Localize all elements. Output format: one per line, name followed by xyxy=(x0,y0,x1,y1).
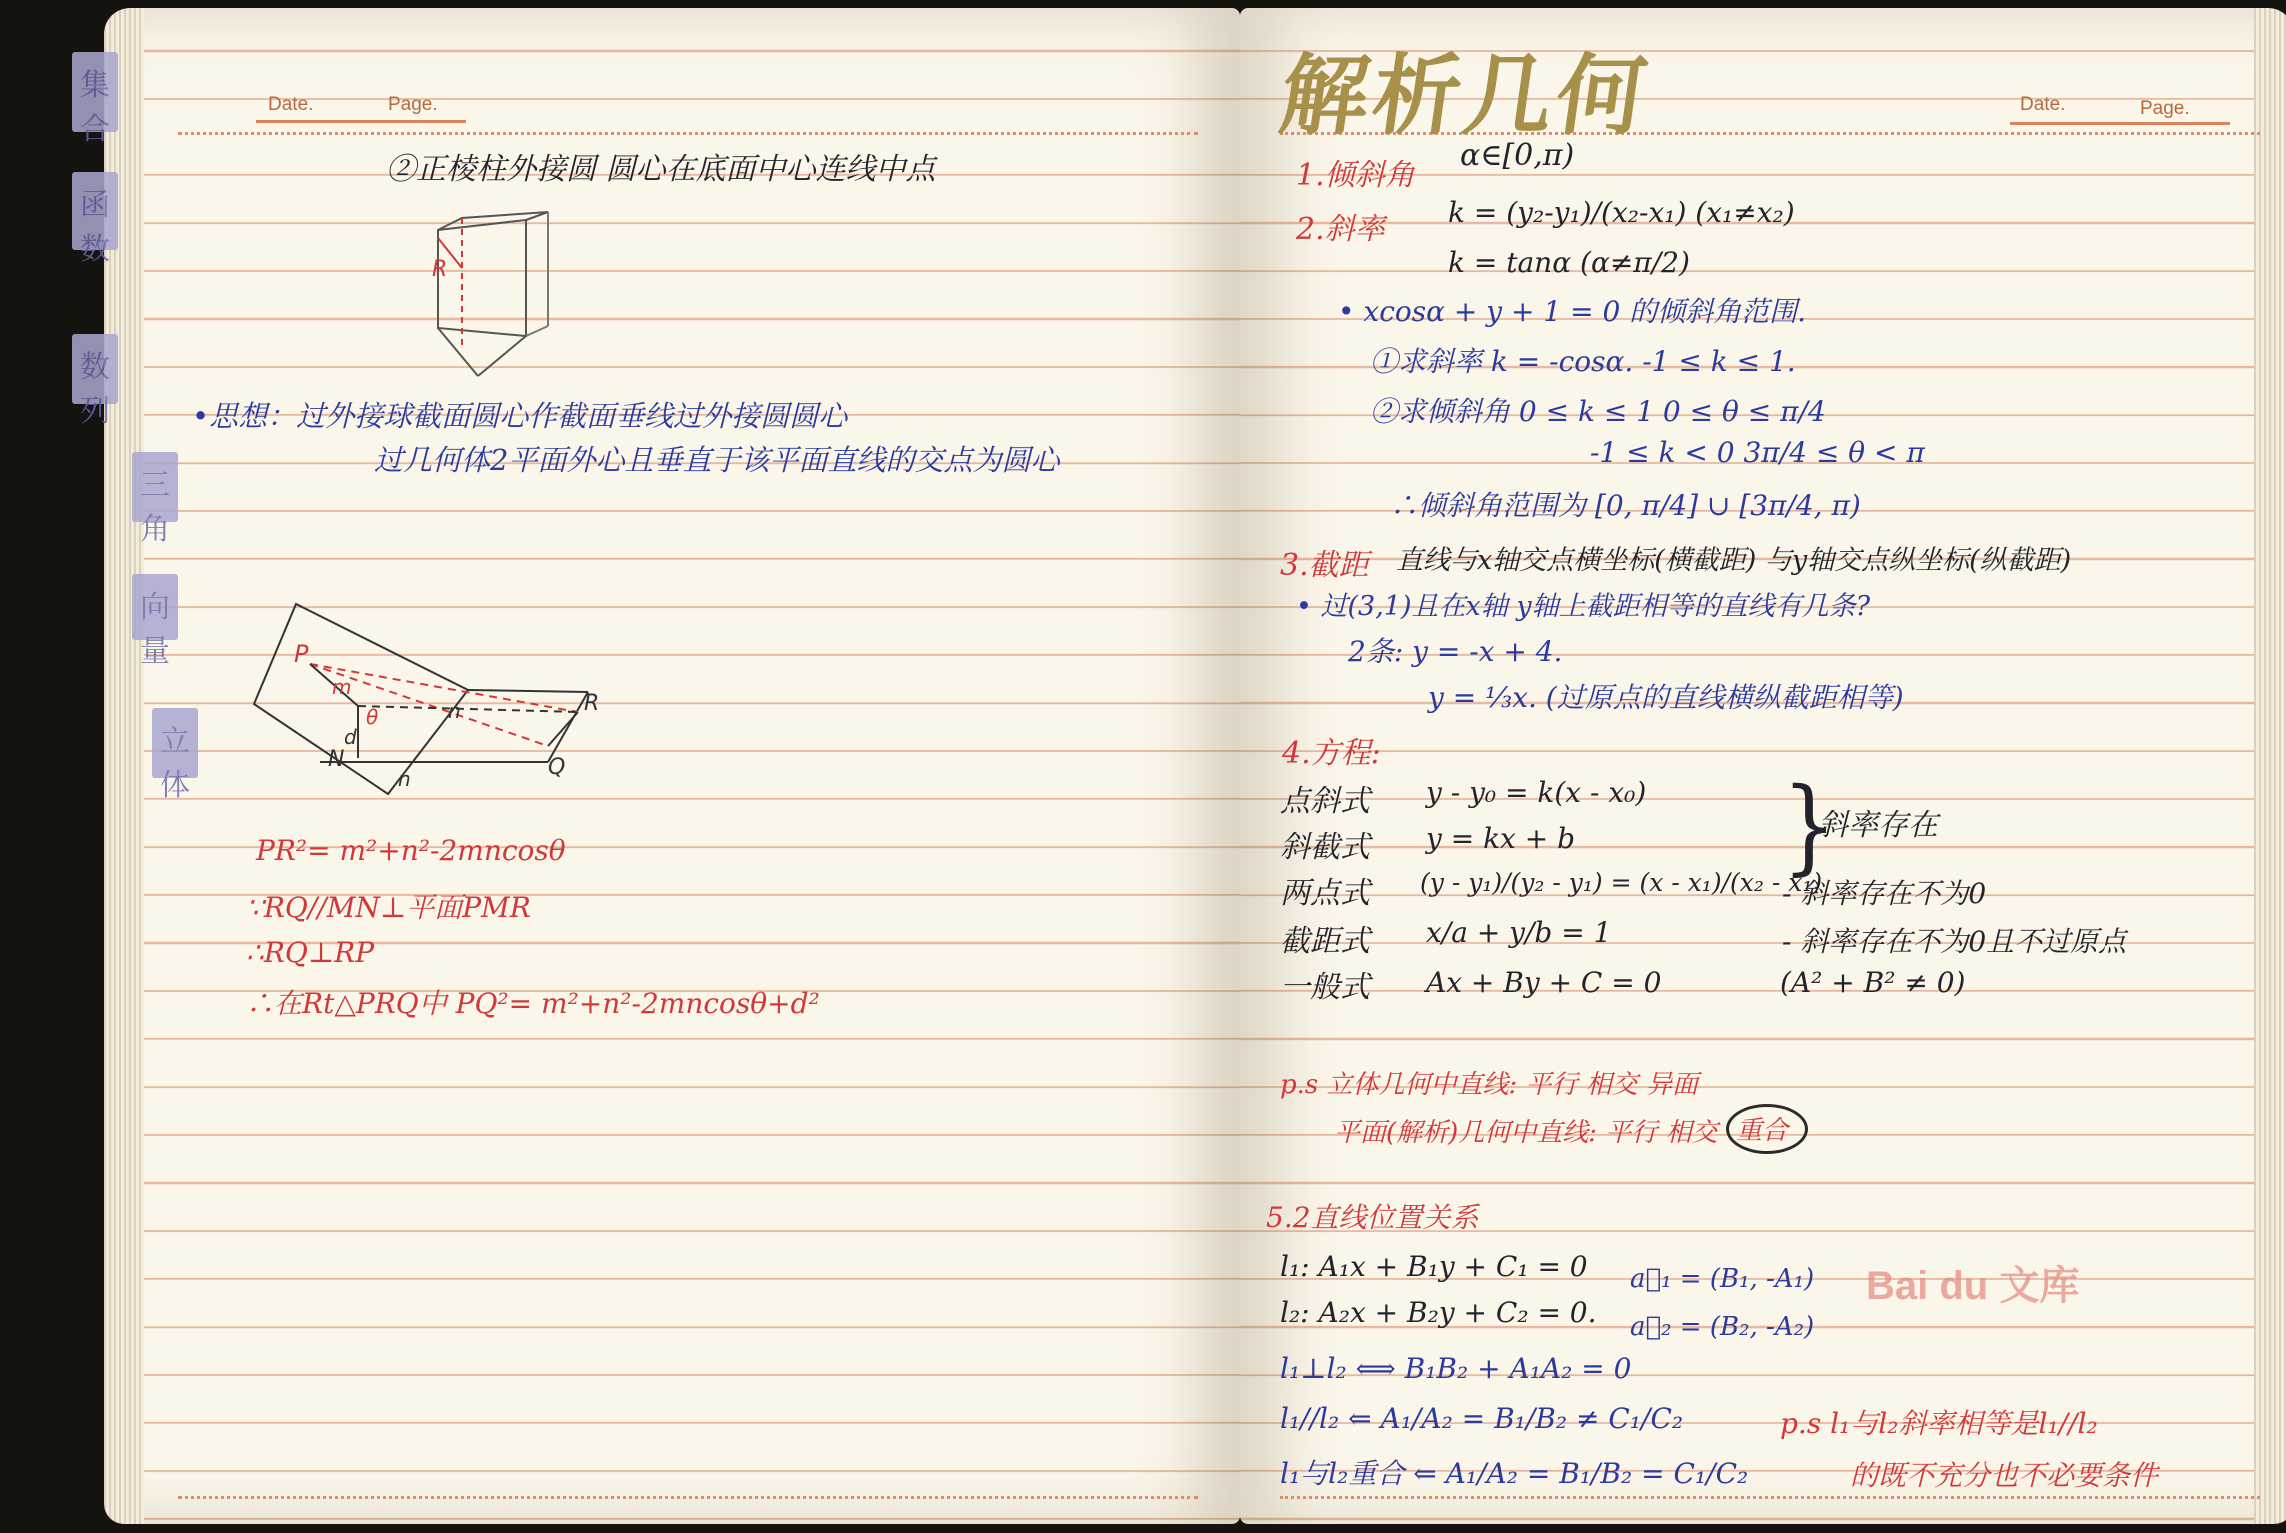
eq-two-point-label: 两点式 xyxy=(1280,876,1370,911)
fig-label-p: P xyxy=(294,640,309,668)
formula-rq-perp: ∴RQ⊥RP xyxy=(246,936,375,969)
date-label: Date. xyxy=(268,94,314,115)
date-label: Date. xyxy=(2020,94,2066,115)
question-2: • 过(3,1)且在x轴 y轴上截距相等的直线有几条? xyxy=(1296,591,1871,622)
line-idea-1: •思想：过外接球截面圆心作截面垂线过外接圆圆心 xyxy=(192,399,848,433)
section-3-label: 3.截距 xyxy=(1280,548,1369,583)
question-1-step-1: ①求斜率 k = -cosα. -1 ≤ k ≤ 1. xyxy=(1370,345,1796,378)
ps-note-1: p.s 立体几何中直线: 平行 相交 异面 xyxy=(1280,1070,1699,1100)
question-2-answer-1: 2条: y = -x + 4. xyxy=(1348,635,1563,668)
eq-general-label: 一般式 xyxy=(1280,970,1370,1005)
header-underline xyxy=(256,120,466,123)
eq-intercept-label: 截距式 xyxy=(1280,924,1370,959)
ps-note-2: 平面(解析)几何中直线: 平行 相交 xyxy=(1334,1118,1718,1148)
prism-label-r: R xyxy=(432,257,448,282)
eq-slope-intercept-label: 斜截式 xyxy=(1280,830,1370,865)
fig-label-n-top: n xyxy=(448,699,461,723)
page-title: 解析几何 xyxy=(1273,43,1657,147)
intercept-definition: 直线与x轴交点横坐标(横截距) 与y轴交点纵坐标(纵截距) xyxy=(1396,545,2072,576)
fig-label-N: N xyxy=(328,747,345,772)
question-1: • xcosα + y + 1 = 0 的倾斜角范围. xyxy=(1338,295,1807,328)
question-1-answer: ∴倾斜角范围为 [0, π/4] ∪ [3π/4, π) xyxy=(1390,489,1861,522)
fig-label-R: R xyxy=(584,691,600,716)
formula-pq: ∴在Rt△PRQ中 PQ²= m²+n²-2mncosθ+d² xyxy=(246,987,820,1020)
fig-label-m: m xyxy=(332,675,352,699)
top-dotted-rule xyxy=(178,132,1198,135)
relation-parallel: l₁//l₂ ⇐ A₁/A₂ = B₁/B₂ ≠ C₁/C₂ xyxy=(1280,1402,1684,1435)
eq-intercept-note: - 斜率存在不为0且不过原点 xyxy=(1782,925,2127,958)
slope-formula: k = (y₂-y₁)/(x₂-x₁) (x₁≠x₂) xyxy=(1448,196,1795,229)
question-2-answer-2: y = ⅓x. (过原点的直线横纵截距相等) xyxy=(1428,681,1904,714)
eq-two-point: (y - y₁)/(y₂ - y₁) = (x - x₁)/(x₂ - x₁) xyxy=(1420,868,1823,897)
page-edge xyxy=(2254,8,2286,1524)
baidu-watermark: Bai du 文库 xyxy=(1866,1264,2080,1308)
index-tab[interactable]: 立体 xyxy=(152,708,198,778)
index-tab[interactable]: 向量 xyxy=(132,574,178,640)
slope-exists-note: 斜率存在 xyxy=(1818,808,1938,843)
eq-intercept: x/a + y/b = 1 xyxy=(1426,916,1612,949)
relation-coincide: l₁与l₂重合 ⇐ A₁/A₂ = B₁/B₂ = C₁/C₂ xyxy=(1280,1457,1749,1490)
index-tab[interactable]: 数列 xyxy=(72,334,118,404)
line-l2: l₂: A₂x + B₂y + C₂ = 0. xyxy=(1280,1296,1597,1329)
section-5-label: 5.2直线位置关系 xyxy=(1266,1201,1479,1234)
index-tab[interactable]: 集合 xyxy=(72,52,118,132)
line-idea-2: 过几何体2平面外心且垂直于该平面直线的交点为圆心 xyxy=(374,443,1060,477)
fig-label-n: n xyxy=(398,767,411,791)
page-label: Page. xyxy=(388,94,438,115)
circle-mark xyxy=(1726,1104,1808,1154)
fig-label-theta: θ xyxy=(366,705,379,729)
ps-note-2-coincide: 重合 xyxy=(1736,1116,1789,1146)
eq-point-slope: y - y₀ = k(x - x₀) xyxy=(1426,776,1647,809)
slope-tan: k = tanα (α≠π/2) xyxy=(1448,246,1690,279)
eq-general-note: (A² + B² ≠ 0) xyxy=(1780,966,1966,999)
eq-general: Ax + By + C = 0 xyxy=(1426,966,1662,999)
index-tab[interactable]: 函数 xyxy=(72,172,118,250)
section-2-label: 2.斜率 xyxy=(1296,212,1385,247)
page-label: Page. xyxy=(2140,98,2190,119)
eq-point-slope-label: 点斜式 xyxy=(1280,784,1370,819)
fig-label-d: d xyxy=(344,725,357,749)
line-prism: ②正棱柱外接圆 圆心在底面中心连线中点 xyxy=(386,152,936,187)
section-1-range: α∈[0,π) xyxy=(1460,138,1575,173)
bottom-dotted-rule xyxy=(1280,1496,2260,1499)
header-underline xyxy=(2010,122,2230,125)
prism-figure xyxy=(418,208,618,388)
ps-note-4: 的既不充分也不必要条件 xyxy=(1850,1459,2159,1492)
question-1-step-2b: -1 ≤ k < 0 3π/4 ≤ θ < π xyxy=(1590,436,1925,469)
bottom-dotted-rule xyxy=(178,1496,1198,1499)
plane-figure xyxy=(248,594,608,814)
section-1-label: 1.倾斜角 xyxy=(1296,158,1415,193)
formula-rq-parallel: ∵RQ//MN⊥平面PMR xyxy=(246,891,531,924)
line-l1: l₁: A₁x + B₁y + C₁ = 0 xyxy=(1280,1250,1588,1283)
relation-perpendicular: l₁⊥l₂ ⟺ B₁B₂ + A₁A₂ = 0 xyxy=(1280,1352,1632,1385)
section-4-label: 4.方程: xyxy=(1282,736,1381,771)
question-1-step-2: ②求倾斜角 0 ≤ k ≤ 1 0 ≤ θ ≤ π/4 xyxy=(1370,395,1826,428)
vector-a1: a⃗₁ = (B₁, -A₁) xyxy=(1630,1264,1815,1294)
ps-note-3: p.s l₁与l₂斜率相等是l₁//l₂ xyxy=(1780,1407,2098,1440)
left-notebook-page xyxy=(118,8,1240,1524)
vector-a2: a⃗₂ = (B₂, -A₂) xyxy=(1630,1312,1815,1342)
index-tab[interactable]: 三角 xyxy=(132,452,178,522)
brace-icon: } xyxy=(1782,766,1837,886)
fig-label-Q: Q xyxy=(548,755,566,780)
formula-pr: PR²= m²+n²-2mncosθ xyxy=(256,834,566,867)
eq-two-point-note: - 斜率存在不为0 xyxy=(1782,877,1987,910)
eq-slope-intercept: y = kx + b xyxy=(1426,822,1576,855)
